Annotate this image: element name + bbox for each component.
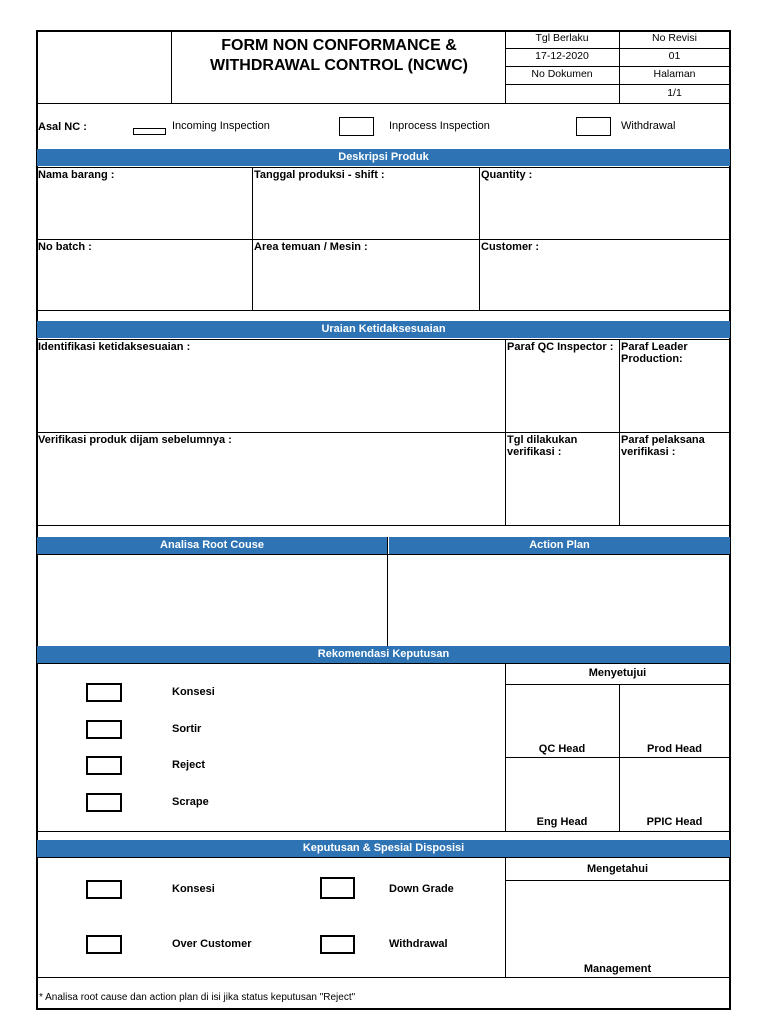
tgl-berlaku-value: 17-12-2020 bbox=[535, 50, 589, 62]
grid-line bbox=[37, 239, 730, 240]
kep-withdrawal-checkbox[interactable] bbox=[320, 935, 355, 954]
header-bottom-line bbox=[37, 103, 730, 104]
no-batch-field[interactable]: No batch : bbox=[38, 241, 92, 253]
grid-line bbox=[37, 831, 730, 832]
rek-konsesi-checkbox[interactable] bbox=[86, 683, 122, 702]
grid-line bbox=[505, 880, 730, 881]
management-signature[interactable]: Management bbox=[583, 963, 652, 975]
withdrawal-checkbox[interactable] bbox=[576, 117, 611, 136]
footnote: * Analisa root cause dan action plan di isi jika status keputusan "Reject" bbox=[39, 992, 356, 1003]
grid-line bbox=[505, 757, 730, 758]
grid-line bbox=[37, 167, 730, 168]
keputusan-heading: Keputusan & Spesial Disposisi bbox=[37, 840, 730, 857]
incoming-inspection-label: Incoming Inspection bbox=[172, 120, 270, 132]
page-title: FORM NON CONFORMANCE & WITHDRAWAL CONTROL (NCWC) bbox=[209, 37, 469, 74]
grid-line bbox=[37, 663, 730, 664]
paraf-leader-field[interactable]: Paraf Leader Production: bbox=[621, 341, 688, 365]
no-revisi-label: No Revisi bbox=[652, 32, 697, 44]
no-revisi-value: 01 bbox=[668, 50, 681, 62]
root-cause-area[interactable] bbox=[38, 555, 386, 645]
rek-reject-label: Reject bbox=[172, 759, 206, 771]
no-dokumen-label: No Dokumen bbox=[531, 68, 593, 80]
verifikasi-field[interactable]: Verifikasi produk dijam sebelumnya : bbox=[38, 434, 232, 446]
quantity-field[interactable]: Quantity : bbox=[481, 169, 533, 181]
logo-area bbox=[37, 31, 171, 103]
asal-nc-label: Asal NC : bbox=[38, 121, 87, 133]
rekomendasi-heading: Rekomendasi Keputusan bbox=[37, 646, 730, 663]
inprocess-inspection-checkbox[interactable] bbox=[339, 117, 374, 136]
rek-scrape-checkbox[interactable] bbox=[86, 793, 122, 812]
nama-barang-field[interactable]: Nama barang : bbox=[38, 169, 115, 181]
tanggal-produksi-field[interactable]: Tanggal produksi - shift : bbox=[254, 169, 385, 181]
rek-sortir-checkbox[interactable] bbox=[86, 720, 122, 739]
kep-over-customer-label: Over Customer bbox=[172, 938, 252, 950]
ppic-head-signature[interactable]: PPIC Head bbox=[646, 816, 703, 828]
mengetahui-label: Mengetahui bbox=[586, 863, 649, 875]
kep-over-customer-checkbox[interactable] bbox=[86, 935, 122, 954]
paraf-qc-field[interactable]: Paraf QC Inspector : bbox=[507, 341, 614, 353]
identifikasi-field[interactable]: Identifikasi ketidaksesuaian : bbox=[38, 341, 191, 353]
paraf-pelaksana-field[interactable]: Paraf pelaksana verifikasi : bbox=[621, 434, 705, 458]
customer-field[interactable]: Customer : bbox=[481, 241, 540, 253]
grid-line bbox=[37, 857, 730, 858]
grid-line bbox=[37, 525, 730, 526]
rek-sortir-label: Sortir bbox=[172, 723, 202, 735]
tgl-berlaku-label: Tgl Berlaku bbox=[535, 32, 589, 44]
rek-konsesi-label: Konsesi bbox=[172, 686, 215, 698]
kep-down-grade-checkbox[interactable] bbox=[320, 877, 355, 899]
grid-line bbox=[37, 977, 730, 978]
action-plan-area[interactable] bbox=[389, 555, 729, 645]
area-temuan-field[interactable]: Area temuan / Mesin : bbox=[254, 241, 368, 253]
kep-konsesi-label: Konsesi bbox=[172, 883, 215, 895]
grid-line bbox=[37, 310, 730, 311]
deskripsi-produk-heading: Deskripsi Produk bbox=[37, 149, 730, 166]
grid-line bbox=[505, 684, 730, 685]
grid-line bbox=[37, 339, 730, 340]
rek-reject-checkbox[interactable] bbox=[86, 756, 122, 775]
withdrawal-label: Withdrawal bbox=[621, 120, 676, 132]
incoming-inspection-checkbox[interactable] bbox=[133, 128, 166, 135]
action-plan-heading: Action Plan bbox=[389, 537, 730, 554]
grid-line bbox=[505, 857, 506, 977]
grid-line bbox=[37, 432, 730, 433]
halaman-label: Halaman bbox=[653, 68, 696, 80]
inprocess-inspection-label: Inprocess Inspection bbox=[389, 120, 490, 132]
eng-head-signature[interactable]: Eng Head bbox=[536, 816, 588, 828]
menyetujui-label: Menyetujui bbox=[588, 667, 647, 679]
analisa-root-cause-heading: Analisa Root Couse bbox=[37, 537, 387, 554]
kep-withdrawal-label: Withdrawal bbox=[389, 938, 448, 950]
tgl-verifikasi-field[interactable]: Tgl dilakukan verifikasi : bbox=[507, 434, 578, 458]
uraian-heading: Uraian Ketidaksesuaian bbox=[37, 321, 730, 338]
halaman-value: 1/1 bbox=[667, 87, 682, 99]
rek-scrape-label: Scrape bbox=[172, 796, 209, 808]
kep-down-grade-label: Down Grade bbox=[389, 883, 454, 895]
prod-head-signature[interactable]: Prod Head bbox=[646, 743, 702, 755]
kep-konsesi-checkbox[interactable] bbox=[86, 880, 122, 899]
qc-head-signature[interactable]: QC Head bbox=[538, 743, 586, 755]
